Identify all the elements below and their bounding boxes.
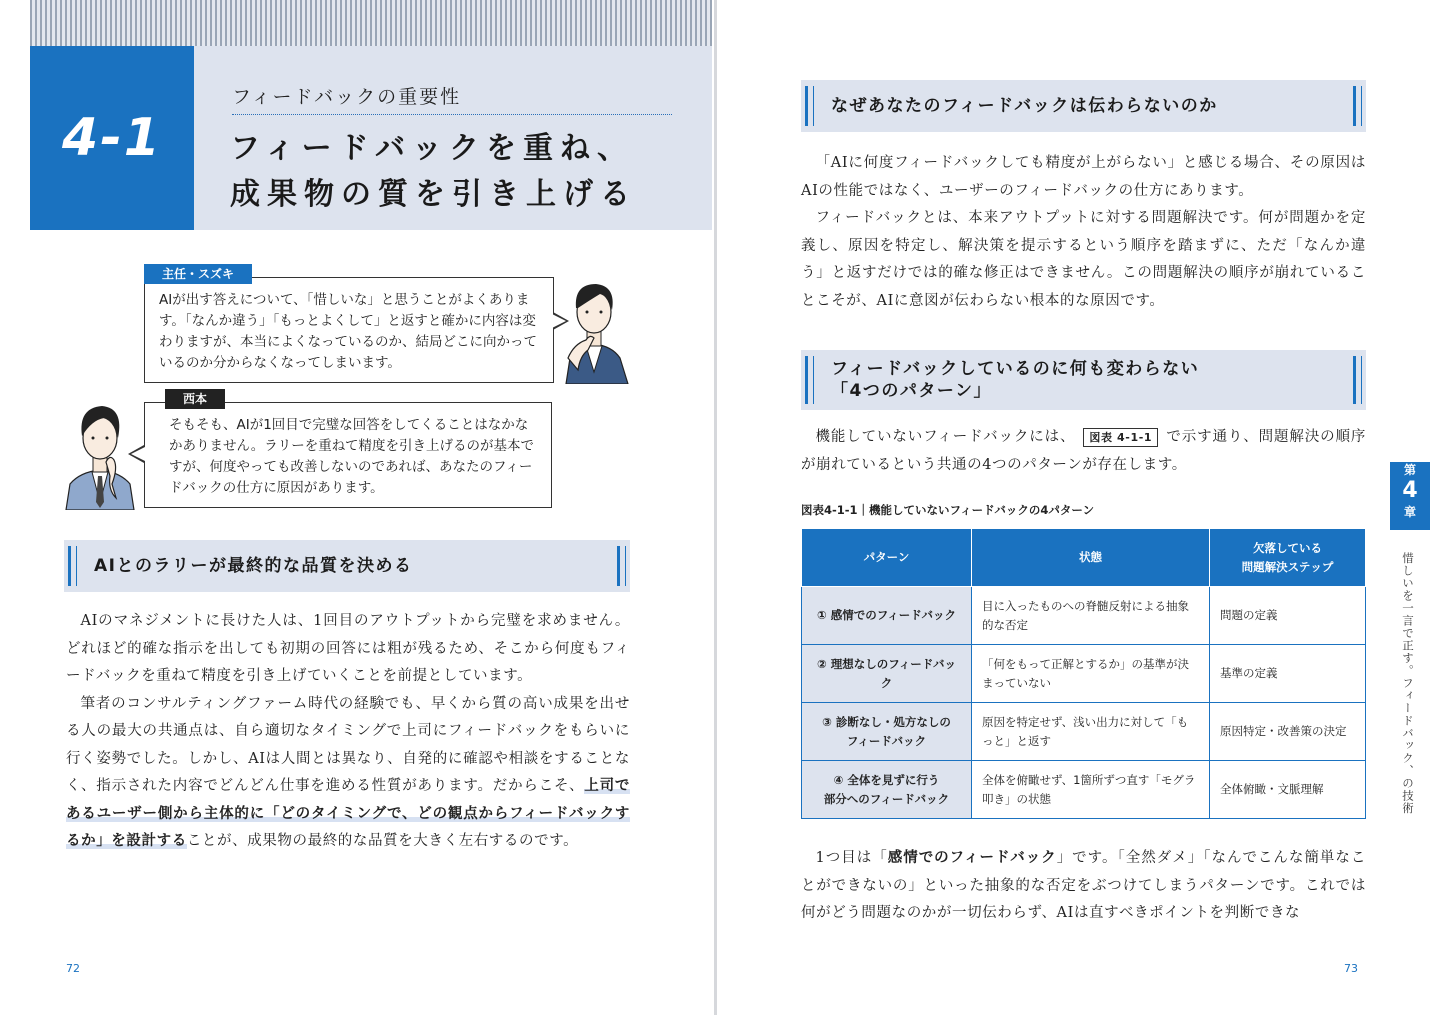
right-page	[717, 0, 1430, 1015]
body-text	[801, 150, 1366, 315]
pattern-table	[801, 528, 1366, 819]
chapter-tab-number: 4	[1402, 478, 1418, 503]
body-text	[801, 845, 1366, 928]
pattern-cell: ① 感情でのフィードバック	[802, 587, 972, 645]
state-cell: 目に入ったものへの脊髄反射による抽象的な否定	[972, 587, 1210, 645]
paragraph	[801, 845, 1366, 928]
page-number: 73	[1344, 962, 1358, 975]
highlighted-text: 上司であるユーザー側から主体的に「どのタイミングで、どの観点からフィードバックするか」を設計する	[66, 778, 630, 849]
table-row	[802, 645, 1366, 703]
step-cell: 全体俯瞰・文脈理解	[1210, 761, 1366, 819]
section-heading	[64, 540, 630, 592]
paragraph	[66, 691, 630, 856]
table-header: 状態	[972, 529, 1210, 587]
table-row	[802, 761, 1366, 819]
body-text	[66, 608, 630, 856]
step-cell: 原因特定・改善策の決定	[1210, 703, 1366, 761]
speaker-label: 主任・スズキ	[144, 264, 252, 284]
paragraph: 「AIに何度フィードバックしても精度が上がらない」と感じる場合、その原因はAIの性能ではなく、ユーザーのフィードバックの仕方にあります。	[801, 155, 1366, 199]
chapter-title-line2: 成果物の質を引き上げる	[230, 177, 637, 212]
step-cell: 基準の定義	[1210, 645, 1366, 703]
section-heading-text: なぜあなたのフィードバックは伝わらないのか	[831, 96, 1218, 116]
paragraph: フィードバックとは、本来アウトプットに対する問題解決です。何が問題かを定義し、原因を特定し、解決策を提示するという順序を踏まずに、ただ「なんか違う」と返すだけでは的確な修正はできません。この問題解決の順序が崩れていることこそが、AIに意図が伝わらない根本的な原因です。	[801, 210, 1366, 309]
chapter-side-title: 惜しいを一言で正す。フィードバック、の技術	[1401, 552, 1415, 815]
chapter-title-box	[194, 46, 712, 230]
pattern-cell: ③ 診断なし・処方なしの フィードバック	[802, 703, 972, 761]
state-cell: 全体を俯瞰せず、1箇所ずつ直す「モグラ叩き」の状態	[972, 761, 1210, 819]
figure-reference: 図表 4-1-1	[1083, 428, 1158, 447]
page-number: 72	[66, 962, 80, 975]
chapter-tab	[1390, 462, 1430, 530]
chapter-subtitle: フィードバックの重要性	[232, 86, 462, 108]
text-run: 」です。「全然ダメ」「なんでこんな簡単なことができないの」といった抽象的な否定をぶつけてしまうパターンです。これでは何がどう問題なのかが一切伝わらず、AIは直すべきポイントを判断できな	[801, 850, 1366, 921]
table-row	[802, 703, 1366, 761]
chapter-tab-label: 第	[1403, 463, 1416, 477]
speech-bubble-nishimoto	[144, 392, 552, 508]
body-text	[801, 424, 1366, 479]
table-header: パターン	[802, 529, 972, 587]
chapter-number: 4-1	[30, 46, 194, 230]
pattern-cell: ② 理想なしのフィードバック	[802, 645, 972, 703]
table-header: 欠落している 問題解決ステップ	[1210, 529, 1366, 587]
nishimoto-avatar-icon	[64, 398, 138, 510]
left-page	[0, 0, 714, 1015]
paragraph	[801, 424, 1366, 479]
table-row	[802, 587, 1366, 645]
state-cell: 原因を特定せず、浅い出力に対して「もっと」と返す	[972, 703, 1210, 761]
heading-line: フィードバックしているのに何も変わらない	[831, 359, 1200, 379]
figure-caption: 図表4-1-1｜機能していないフィードバックの4パターン	[801, 503, 1095, 517]
bold-text: 感情でのフィードバック	[887, 850, 1057, 866]
chapter-title	[230, 126, 637, 218]
pattern-cell: ④ 全体を見ずに行う 部分へのフィードバック	[802, 761, 972, 819]
section-heading-text	[831, 358, 1199, 402]
header-stripes	[30, 0, 712, 46]
suzuki-avatar-icon	[556, 274, 632, 384]
speaker-label: 西本	[165, 389, 225, 409]
section-heading	[801, 80, 1366, 132]
bubble-text: AIが出す答えについて、「惜しいな」と思うことがよくあります。「なんか違う」「もっとよくして」と返すと確かに内容は変わりますが、本当によくなっているのか、結局どこに向かっているのか分からなくなってしまいます。	[159, 292, 537, 371]
chapter-tab-suffix: 章	[1403, 505, 1416, 519]
paragraph: AIのマネジメントに長けた人は、1回目のアウトプットから完璧を求めません。どれほど的確な指示を出しても初期の回答には粗が残るため、そこから何度もフィードバックを重ねて精度を引き上げていくことを前提としています。	[66, 613, 630, 684]
section-heading	[801, 350, 1366, 410]
text-run: 機能していないフィードバックには、	[815, 429, 1076, 445]
dotted-divider	[232, 114, 672, 115]
bubble-text: そもそも、AIが1回目で完璧な回答をしてくることはなかなかありません。ラリーを重ねて精度を引き上げるのが基本ですが、何度やっても改善しないのであれば、あなたのフィードバックの仕方に原因があります。	[169, 417, 534, 496]
text-run: ことが、成果物の最終的な品質を大きく左右するのです。	[186, 833, 579, 849]
text-run: 1つ目は「	[815, 850, 888, 866]
text-run: 筆者のコンサルティングファーム時代の経験でも、早くから質の高い成果を出せる人の最大の共通点は、自ら適切なタイミングで上司にフィードバックをもらいに行く姿勢でした。しかし、AIは人間とは異なり、自発的に確認や相談をすることなく、指示された内容でどんどん仕事を進める性質があります。だからこそ、	[66, 695, 630, 794]
heading-line: 「4つのパターン」	[831, 381, 992, 401]
speech-bubble-suzuki	[144, 267, 554, 383]
step-cell: 問題の定義	[1210, 587, 1366, 645]
text-run: で示す通り、問題解決の順序が崩れているという共通の4つのパターンが存在します。	[801, 429, 1366, 473]
section-heading-text: AIとのラリーが最終的な品質を決める	[94, 556, 413, 576]
chapter-title-line1: フィードバックを重ね、	[230, 131, 634, 166]
table-header-row	[802, 529, 1366, 587]
state-cell: 「何をもって正解とするか」の基準が決まっていない	[972, 645, 1210, 703]
